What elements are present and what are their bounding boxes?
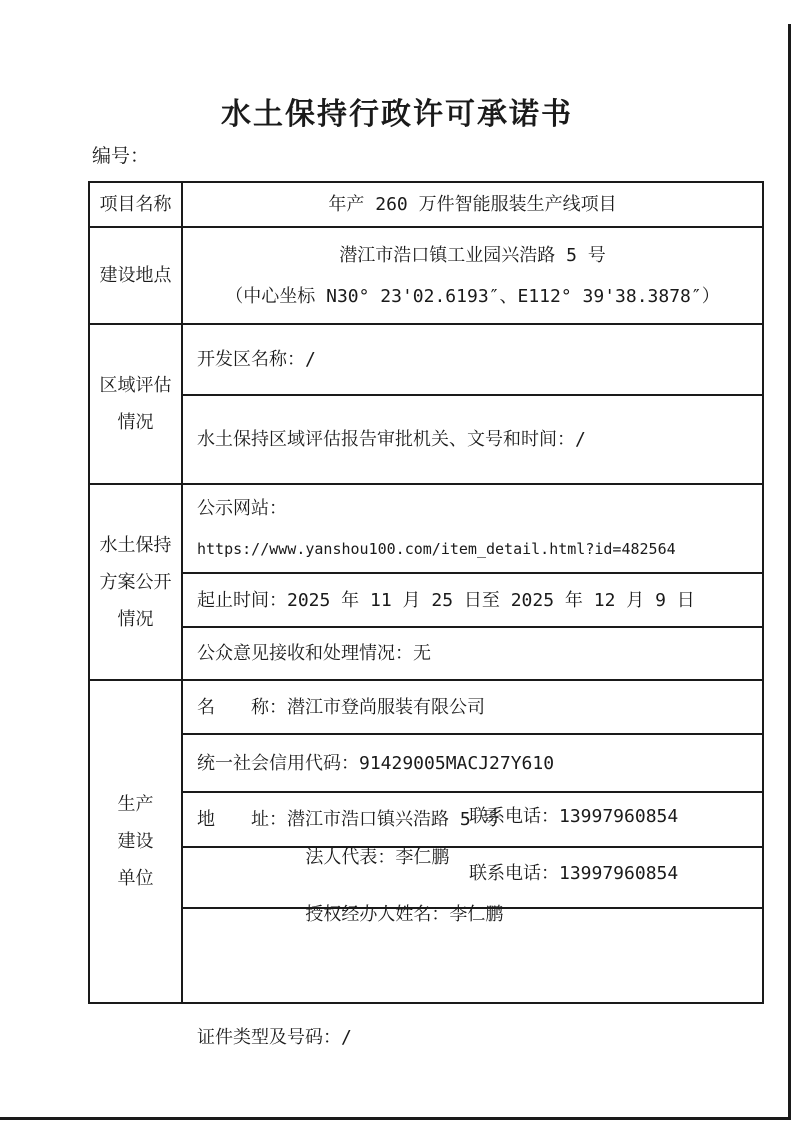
construction-site-value <box>183 228 762 323</box>
construction-site-address: 潜江市浩口镇工业园兴浩路 5 号 <box>339 244 606 266</box>
regional-assessment-label-line2: 情况 <box>117 412 154 433</box>
regional-assessment-label-line1: 区域评估 <box>99 375 172 396</box>
plan-publicity-label-line3: 情况 <box>117 608 154 630</box>
publicity-period-text: 起止时间：2025 年 11 月 25 日至 2025 年 12 月 9 日 <box>197 589 695 611</box>
unit-credit-code-text: 统一社会信用代码：91429005MACJ27Y610 <box>197 752 555 774</box>
publicity-website-label: 公示网站： <box>197 497 287 519</box>
unit-credit-code-cell <box>183 733 762 791</box>
agent-name: 授权经办人姓名：李仁鹏 <box>305 904 504 925</box>
publicity-website-cell <box>183 485 762 572</box>
construction-site-coordinates: （中心坐标 N30° 23'02.6193″、E112° 39'38.3878″） <box>225 285 720 307</box>
permit-form-table <box>88 181 764 1048</box>
plan-publicity-label <box>90 485 183 679</box>
regional-assessment-label <box>90 325 183 483</box>
agent-cell <box>183 863 762 1048</box>
row-regional-assessment <box>90 323 762 483</box>
unit-address-text: 地 址：潜江市浩口镇兴浩路 5 号 <box>197 809 500 830</box>
report-approval-cell <box>183 394 762 483</box>
public-comments-text: 公众意见接收和处理情况：无 <box>197 643 431 664</box>
row-project-name <box>90 183 762 226</box>
agent-id-text: 证件类型及号码：/ <box>197 1027 352 1048</box>
page-edge-shadow-bottom <box>0 1117 791 1120</box>
document-number-label: 编号： <box>92 145 150 167</box>
public-comments-cell <box>183 626 762 679</box>
publicity-website-url: https://www.yanshou100.com/item_detail.html?id=482564 <box>197 539 676 558</box>
production-unit-label-line3: 单位 <box>117 868 154 889</box>
unit-name-text: 名 称：潜江市登尚服装有限公司 <box>197 696 485 718</box>
publicity-period-cell <box>183 572 762 626</box>
unit-name-cell <box>183 681 762 733</box>
report-approval-text: 水土保持区域评估报告审批机关、文号和时间：/ <box>197 429 586 450</box>
legal-rep-phone: 联系电话：13997960854 <box>469 805 679 827</box>
project-name-value <box>183 183 762 226</box>
document-title: 水土保持行政许可承诺书 <box>221 97 573 132</box>
production-unit-label-line2: 建设 <box>117 831 154 852</box>
row-production-unit <box>90 679 762 1048</box>
development-zone-text: 开发区名称：/ <box>197 349 316 370</box>
project-name-text: 年产 260 万件智能服装生产线项目 <box>328 194 617 215</box>
project-name-label: 项目名称 <box>90 183 183 226</box>
plan-publicity-label-line2: 方案公开 <box>99 571 172 593</box>
development-zone-cell <box>183 325 762 394</box>
construction-site-label: 建设地点 <box>90 228 183 323</box>
production-unit-label-line1: 生产 <box>117 794 154 815</box>
page-edge-shadow-right <box>788 24 791 1120</box>
row-plan-publicity <box>90 483 762 679</box>
agent-line <box>197 853 748 1017</box>
plan-publicity-label-line1: 水土保持 <box>99 534 172 556</box>
agent-phone: 联系电话：13997960854 <box>469 863 679 884</box>
row-construction-site <box>90 226 762 323</box>
production-unit-label <box>90 681 183 1002</box>
legal-rep-name: 法人代表：李仁鹏 <box>305 846 450 868</box>
